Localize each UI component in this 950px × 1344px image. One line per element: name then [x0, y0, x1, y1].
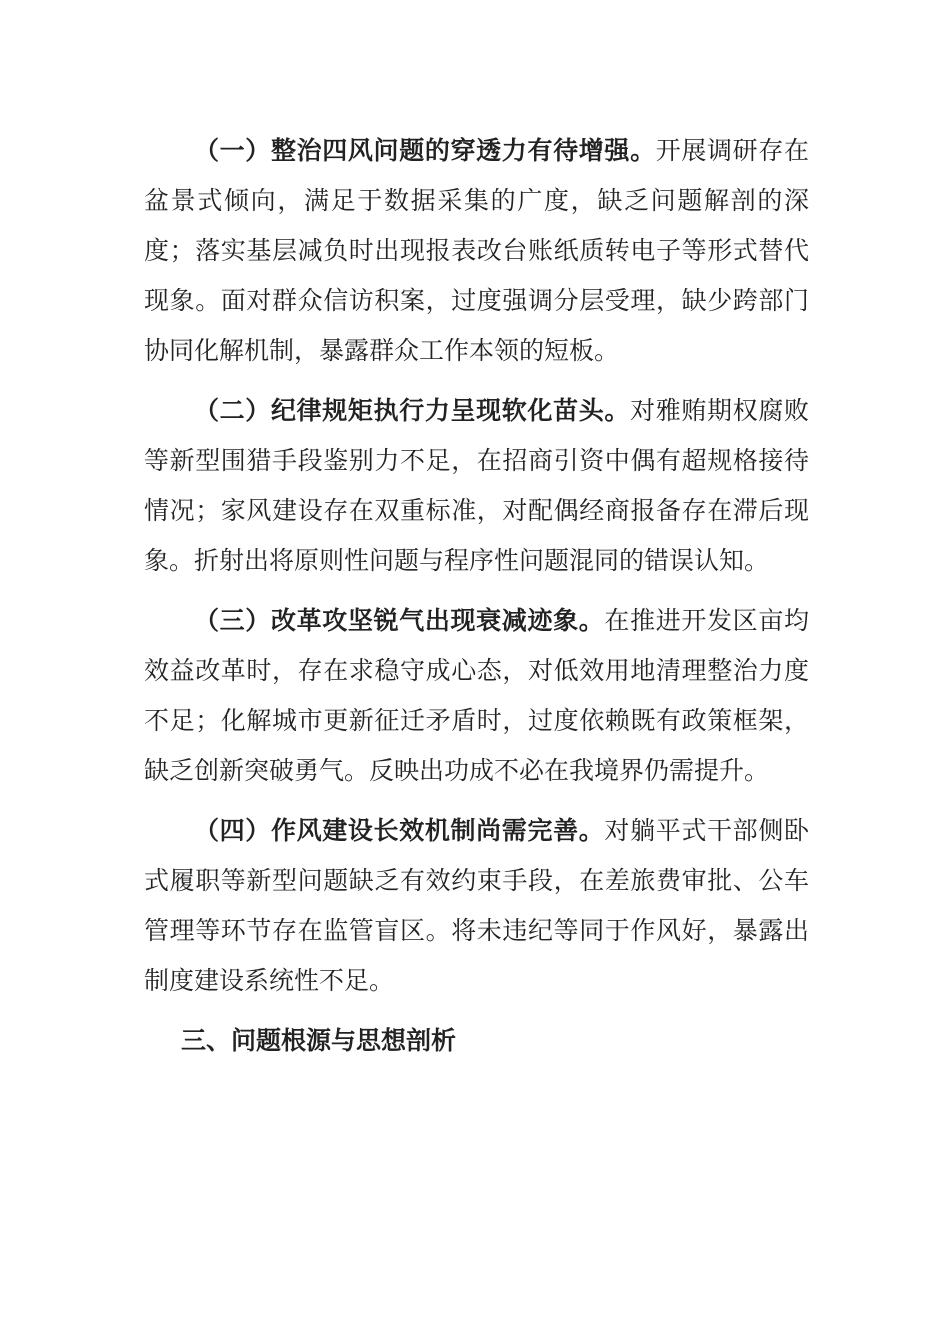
paragraph-2-text: 对雅贿期权腐败等新型围猎手段鉴别力不足，在招商引资中偶有超规格接待情况；家风建设存在双重标准，对配偶经商报备存在滞后现象。折射出将原则性问题与程序性问题混同的错误认知。	[144, 396, 809, 575]
paragraph-3-text: 在推进开发区亩均效益改革时，存在求稳守成心态，对低效用地清理整治力度不足；化解城市更新征迁矛盾时，过度依赖既有政策框架，缺乏创新突破勇气。反映出功成不必在我境界仍需提升。	[144, 606, 809, 785]
paragraph-3-heading: （三）改革攻坚锐气出现衰减迹象。	[194, 606, 605, 635]
paragraph-2-heading: （二）纪律规矩执行力呈现软化苗头。	[194, 396, 631, 425]
paragraph-1-text: 开展调研存在盆景式倾向，满足于数据采集的广度，缺乏问题解剖的深度；落实基层减负时出现报表改台账纸质转电子等形式替代现象。面对群众信访积案，过度强调分层受理，缺少跨部门协同化解机制，暴露群众工作本领的短板。	[144, 136, 809, 365]
paragraph-3	[144, 596, 809, 796]
paragraph-1	[144, 126, 809, 376]
paragraph-2	[144, 386, 809, 586]
section-heading: 三、问题根源与思想剖析	[181, 1026, 457, 1055]
paragraph-4	[144, 806, 809, 1006]
paragraph-1-heading: （一）整治四风问题的穿透力有待增强。	[194, 136, 656, 165]
paragraph-4-heading: （四）作风建设长效机制尚需完善。	[194, 816, 605, 845]
document-body	[144, 126, 809, 1066]
paragraph-4-text: 对躺平式干部侧卧式履职等新型问题缺乏有效约束手段，在差旅费审批、公车管理等环节存在监管盲区。将未违纪等同于作风好，暴露出制度建设系统性不足。	[144, 816, 809, 995]
